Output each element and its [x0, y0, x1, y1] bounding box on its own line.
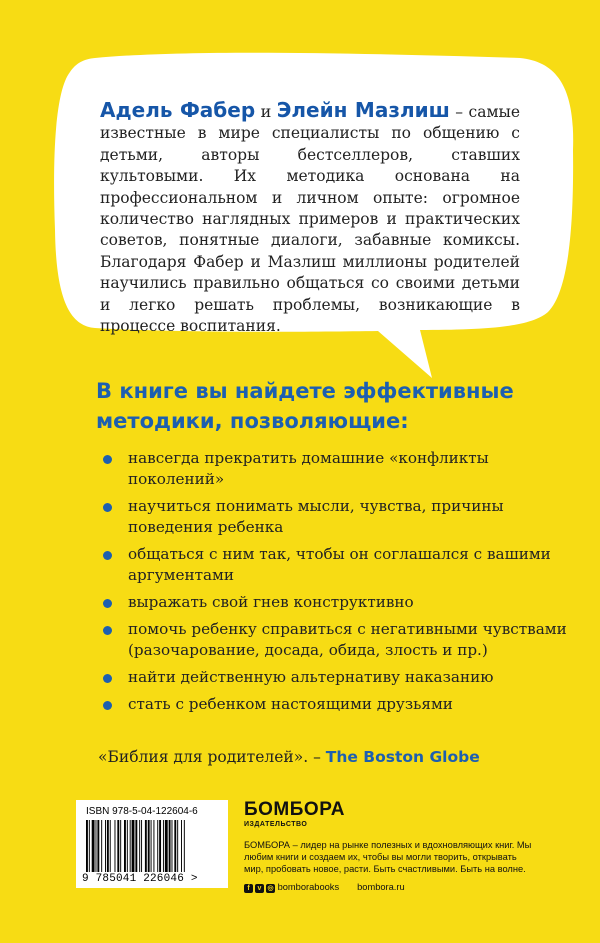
review-quote — [98, 748, 480, 766]
publisher-block — [244, 800, 534, 893]
bullet-icon — [103, 701, 112, 710]
description-body: самые известные в мире специалисты по общению с детьми, авторы бестселлеров, ставших культовыми. Их методика основана на профессиональном и личном опыте: огромное количество наглядных примеров и практических советов, понятные диалоги, забавные комиксы. Благодаря Фабер и Мазлиш миллионы родителей научились правильно общаться со своими детьми и легко решать проблемы, возникающие в процессе воспитания. — [100, 103, 521, 336]
conjunction: и — [260, 102, 272, 121]
publisher-subtitle: ИЗДАТЕЛЬСТВО — [244, 821, 308, 828]
list-item: стать с ребенком настоящими друзьями — [98, 694, 568, 715]
bullet-icon — [103, 674, 112, 683]
social-link[interactable] — [244, 882, 339, 893]
author-description — [100, 100, 520, 337]
social-handle: bomborabooks — [277, 881, 340, 892]
publisher-links — [244, 882, 534, 893]
bullet-icon — [103, 455, 112, 464]
dash: – — [449, 103, 464, 121]
author-name-2: Элейн Мазлиш — [276, 98, 450, 122]
website-link[interactable]: bombora.ru — [357, 882, 405, 893]
list-item: научиться понимать мысли, чувства, причины поведения ребенка — [98, 496, 568, 538]
benefits-list — [98, 448, 568, 721]
list-item: найти действенную альтернативу наказанию — [98, 667, 568, 688]
isbn-label: ISBN 978-5-04-122604-6 — [86, 806, 198, 817]
bullet-icon — [103, 626, 112, 635]
bullet-icon — [103, 503, 112, 512]
barcode-icon — [84, 820, 220, 872]
publisher-logo: БОМБОРА — [244, 799, 345, 820]
list-item: помочь ребенку справиться с негативными чувствами (разочарование, досада, обида, злость и пр.) — [98, 619, 568, 661]
vk-icon: v — [255, 884, 264, 893]
list-item: выражать свой гнев конструктивно — [98, 592, 568, 613]
list-item: навсегда прекратить домашние «конфликты поколений» — [98, 448, 568, 490]
barcode-digits: 9 785041 226046 > — [82, 873, 198, 885]
barcode-box — [76, 800, 228, 888]
list-headline: В книге вы найдете эффективные методики, позволяющие: — [96, 379, 514, 433]
bullet-icon — [103, 551, 112, 560]
bullet-icon — [103, 599, 112, 608]
quote-text: «Библия для родителей». – — [98, 748, 321, 766]
publisher-description: БОМБОРА – лидер на рынке полезных и вдохновляющих книг. Мы любим книги и создаем их, чтобы вы могли творить, открывать мир, пробовать новое, расти. Быть счастливыми. Быть на волне. — [244, 840, 532, 875]
facebook-icon: f — [244, 884, 253, 893]
list-item: общаться с ним так, чтобы он соглашался с вашими аргументами — [98, 544, 568, 586]
instagram-icon: ◎ — [267, 884, 274, 892]
quote-source: The Boston Globe — [325, 748, 480, 766]
author-name-1: Адель Фабер — [100, 98, 256, 122]
